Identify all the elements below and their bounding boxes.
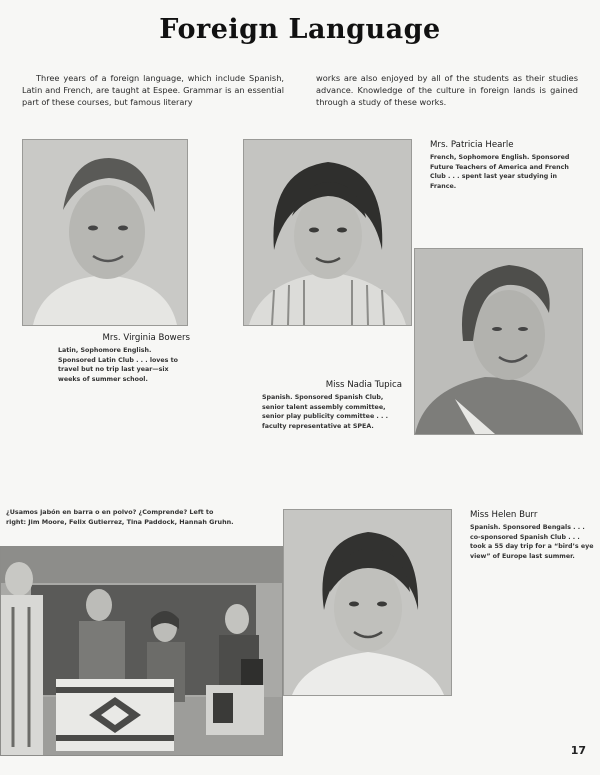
page-title: Foreign Language [159,14,441,45]
group-photo-students [0,546,283,756]
faculty-name: Miss Helen Burr [470,510,538,520]
portrait-photo-burr [283,509,452,696]
caption-hearle [430,140,570,191]
portrait-photo-tupica [414,248,583,435]
faculty-name: Mrs. Patricia Hearle [430,140,514,150]
page-number: 17 [570,744,586,757]
intro-paragraph-right: works are also enjoyed by all of the students as their studies advance. Knowledge of the culture in foreign lands is gained through a study of these works. [316,73,578,107]
caption-bowers [58,333,190,384]
faculty-name: Miss Nadia Tupica [325,380,402,390]
faculty-name: Mrs. Virginia Bowers [102,333,190,343]
faculty-description: Spanish. Sponsored Bengals . . . co-sponsored Spanish Club . . . took a 55 day trip for a “bird’s eye view” of Europe last summer. [470,524,594,560]
faculty-description: Latin, Sophomore English. Sponsored Latin Club . . . loves to travel but no trip last year—six weeks of summer school. [58,347,178,383]
caption-burr [470,510,595,561]
intro-paragraph-left: Three years of a foreign language, which include Spanish, Latin and French, are taught at Espee. Grammar is an essential part of these courses, but famous literary [22,73,284,107]
caption-tupica [262,380,402,431]
faculty-description: French, Sophomore English. Sponsored Future Teachers of America and French Club . . . spent last year studying in France. [430,154,570,190]
group-photo-caption: ¿Usamos jabón en barra o en polvo? ¿Comprende? Left to right: Jim Moore, Felix Gutierrez, Tina Paddock, Hannah Gruhn. [6,508,234,526]
faculty-description: Spanish. Sponsored Spanish Club, senior talent assembly committee, senior play publicity committee . . . faculty representative at SPEA. [262,394,388,430]
portrait-photo-hearle [243,139,412,326]
portrait-photo-bowers [22,139,188,326]
